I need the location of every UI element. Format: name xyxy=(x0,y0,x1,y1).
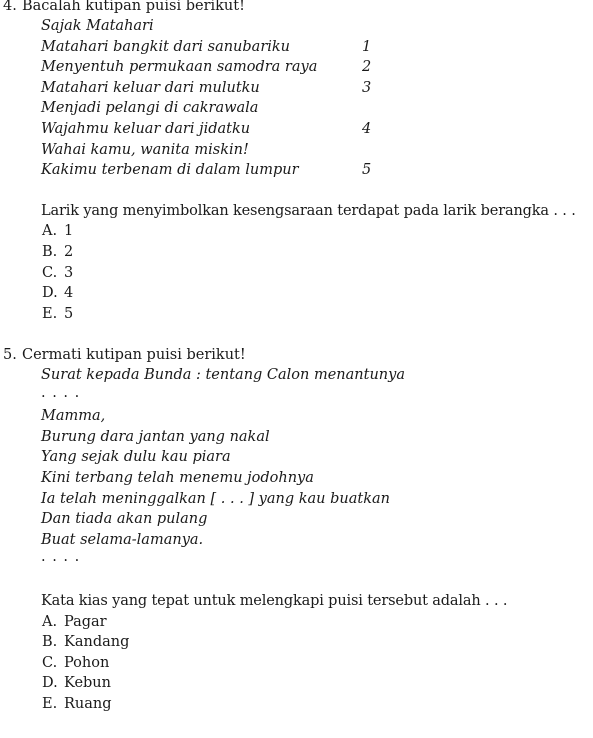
poem-title: Sajak Matahari xyxy=(41,18,154,34)
answer-option-a[interactable] xyxy=(0,612,593,633)
option-text: Ruang xyxy=(64,695,112,712)
ellipsis-top: . . . . xyxy=(41,384,81,401)
line-number: 1 xyxy=(362,38,372,55)
poem-line-text: Wahai kamu, wanita miskin! xyxy=(41,141,249,158)
poem-line: Mamma, xyxy=(41,408,106,425)
question-prompt: Larik yang menyimbolkan kesengsaraan terdapat pada larik berangka . . . xyxy=(41,202,576,219)
poem-line: Yang sejak dulu kau piara xyxy=(41,449,231,466)
answer-option-c[interactable] xyxy=(0,263,593,284)
poem-line-text: Matahari bangkit dari sanubariku xyxy=(41,38,291,55)
option-text: Pohon xyxy=(64,654,110,671)
question-number: 4. xyxy=(3,0,17,14)
poem-line xyxy=(0,119,593,140)
poem-line-text: Menjadi pelangi di cakrawala xyxy=(41,100,259,117)
option-text: 3 xyxy=(64,264,74,281)
poem-line-text: Kakimu terbenam di dalam lumpur xyxy=(41,162,299,179)
poem-line xyxy=(0,78,593,99)
answer-option-d[interactable] xyxy=(0,673,593,694)
line-number: 3 xyxy=(362,79,372,96)
answer-option-e[interactable] xyxy=(0,304,593,325)
poem-line: Buat selama-lamanya. xyxy=(41,531,204,548)
option-text: Pagar xyxy=(64,613,107,630)
poem-line xyxy=(0,160,593,181)
option-letter: B. xyxy=(42,634,58,651)
poem-line xyxy=(0,98,593,119)
poem-line: Burung dara jantan yang nakal xyxy=(41,428,270,445)
poem-line: Ia telah meninggalkan [ . . . ] yang kau buatkan xyxy=(41,490,390,507)
question-5 xyxy=(0,345,593,715)
poem-line: Kini terbang telah menemu jodohnya xyxy=(41,469,314,486)
question-instruction: Cermati kutipan puisi berikut! xyxy=(22,347,246,363)
option-letter: E. xyxy=(42,695,58,712)
answer-option-b[interactable] xyxy=(0,242,593,263)
option-text: 2 xyxy=(64,243,74,260)
option-text: 1 xyxy=(64,223,74,240)
answer-option-c[interactable] xyxy=(0,653,593,674)
poem-line-text: Matahari keluar dari mulutku xyxy=(41,79,260,96)
option-letter: D. xyxy=(42,675,58,692)
answer-options xyxy=(0,612,593,715)
option-letter: A. xyxy=(42,613,58,630)
answer-option-d[interactable] xyxy=(0,283,593,304)
line-number: 4 xyxy=(362,120,372,137)
answer-option-b[interactable] xyxy=(0,632,593,653)
line-number: 5 xyxy=(362,162,372,179)
poem-title: Surat kepada Bunda : tentang Calon menantunya xyxy=(41,367,405,383)
poem-line-text: Menyentuh permukaan samodra raya xyxy=(41,59,318,76)
line-number: 2 xyxy=(362,59,372,76)
poem-line xyxy=(0,57,593,78)
option-text: 5 xyxy=(64,305,74,322)
poem-line xyxy=(0,140,593,161)
poem-line: Dan tiada akan pulang xyxy=(41,511,208,528)
question-number: 5. xyxy=(3,347,17,363)
spacer xyxy=(0,571,593,591)
question-prompt: Kata kias yang tepat untuk melengkapi puisi tersebut adalah . . . xyxy=(41,592,508,609)
question-5-header xyxy=(0,345,593,365)
poem-line xyxy=(0,37,593,58)
option-letter: C. xyxy=(42,264,58,281)
question-instruction: Bacalah kutipan puisi berikut! xyxy=(22,0,245,14)
option-text: 4 xyxy=(64,285,74,302)
option-text: Kebun xyxy=(64,675,111,692)
answer-options xyxy=(0,221,593,324)
option-letter: A. xyxy=(42,223,58,240)
answer-option-a[interactable] xyxy=(0,221,593,242)
question-4-header xyxy=(0,0,593,16)
option-letter: C. xyxy=(42,654,58,671)
option-text: Kandang xyxy=(64,634,130,651)
ellipsis-bottom: . . . . xyxy=(41,549,81,566)
poem-excerpt xyxy=(0,365,593,571)
poem-line-text: Wajahmu keluar dari jidatku xyxy=(41,120,251,137)
question-4 xyxy=(0,0,593,324)
option-letter: B. xyxy=(42,243,58,260)
option-letter: D. xyxy=(42,285,58,302)
answer-option-e[interactable] xyxy=(0,694,593,715)
spacer xyxy=(0,181,593,201)
option-letter: E. xyxy=(42,305,58,322)
poem-excerpt xyxy=(0,16,593,181)
